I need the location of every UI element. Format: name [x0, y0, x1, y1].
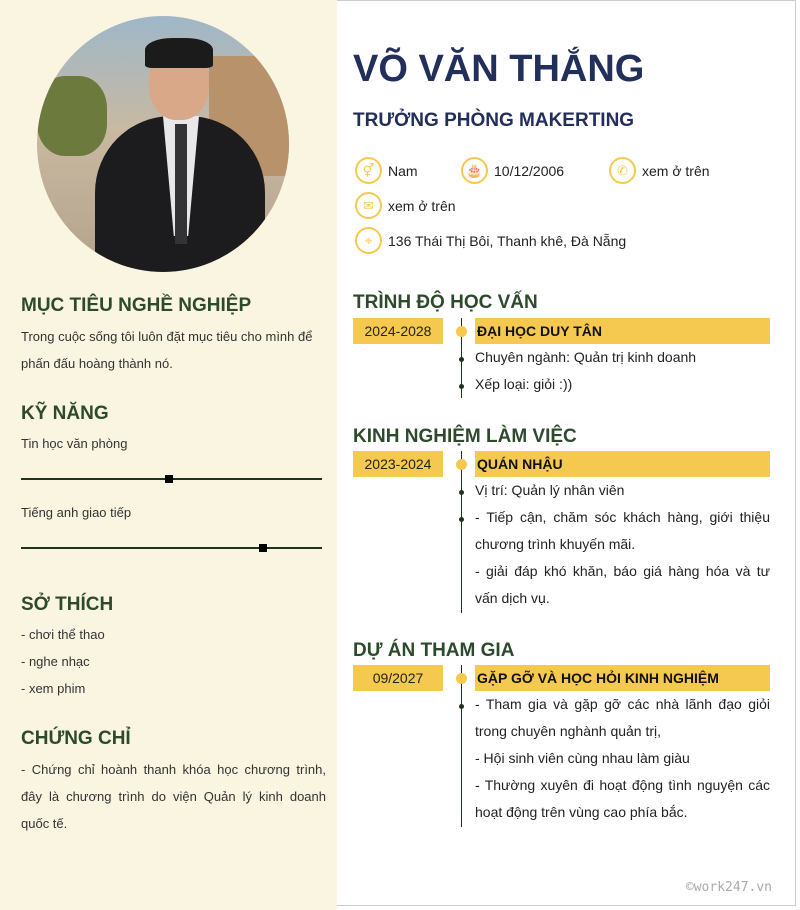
project-line: - Thường xuyên đi hoạt động tình nguyện các hoạt động trên vùng cao phía bắc. — [475, 777, 770, 820]
cake-icon: 🎂 — [461, 157, 488, 184]
email-info — [355, 192, 456, 219]
bullet-dot — [459, 357, 464, 362]
education-line: Chuyên ngành: Quản trị kinh doanh — [475, 349, 697, 365]
project-line: - Tham gia và gặp gỡ các nhà lãnh đạo giỏi trong chuyên nghành quản trị, — [475, 696, 770, 739]
timeline-dot — [456, 326, 467, 337]
skill-label: Tin học văn phòng — [21, 436, 128, 451]
envelope-icon: ✉ — [355, 192, 382, 219]
skills-heading: KỸ NĂNG — [21, 403, 109, 424]
objective-heading: MỤC TIÊU NGHỀ NGHIỆP — [21, 295, 252, 316]
experience-line: - Tiếp cận, chăm sóc khách hàng, giới thiệu chương trình khuyến mãi. — [475, 509, 770, 552]
address-info — [355, 227, 626, 254]
gender-info — [355, 157, 418, 184]
birthday-value: 10/12/2006 — [494, 162, 565, 179]
phone-info — [609, 157, 710, 184]
objective-text: Trong cuộc sống tôi luôn đặt mục tiêu cho mình để phấn đấu hoàng thành nó. — [21, 329, 313, 371]
skill-knob — [259, 544, 267, 552]
company-name: QUÁN NHẬU — [475, 451, 770, 477]
experience-line: Vị trí: Quản lý nhân viên — [475, 482, 625, 498]
email-value: xem ở trên — [388, 197, 456, 214]
hobbies-heading: SỞ THÍCH — [21, 594, 114, 615]
bullet-dot — [459, 490, 464, 495]
phone-icon: ✆ — [609, 157, 636, 184]
phone-value: xem ở trên — [642, 162, 710, 179]
education-heading: TRÌNH ĐỘ HỌC VẤN — [353, 292, 538, 313]
profile-photo — [37, 16, 289, 272]
timeline-line — [461, 665, 462, 827]
certs-heading: CHỨNG CHỈ — [21, 728, 131, 749]
gender-icon: ⚥ — [355, 157, 382, 184]
gender-value: Nam — [388, 162, 418, 179]
timeline-dot — [456, 459, 467, 470]
hobby-item: - xem phim — [21, 681, 86, 696]
hobby-item: - chơi thể thao — [21, 627, 105, 642]
skill-slider — [21, 478, 322, 480]
watermark: ©work247.vn — [685, 880, 772, 895]
full-name: VÕ VĂN THẮNG — [353, 48, 645, 90]
address-value: 136 Thái Thị Bôi, Thanh khê, Đà Nẵng — [388, 232, 627, 249]
project-line: - Hội sinh viên cùng nhau làm giàu — [475, 750, 690, 766]
skill-label: Tiếng anh giao tiếp — [21, 505, 132, 520]
skill-knob — [165, 475, 173, 483]
bullet-dot — [459, 517, 464, 522]
experience-line: - giải đáp khó khăn, báo giá hàng hóa và tư vấn dịch vụ. — [475, 563, 770, 606]
timeline-line — [461, 451, 462, 613]
school-name: ĐẠI HỌC DUY TÂN — [475, 318, 770, 344]
project-name: GẶP GỠ VÀ HỌC HỎI KINH NGHIỆM — [475, 665, 770, 691]
map-pin-icon: ⌖ — [355, 227, 382, 254]
bullet-dot — [459, 384, 464, 389]
education-line: Xếp loại: giỏi :)) — [475, 376, 573, 392]
job-title: TRƯỞNG PHÒNG MAKERTING — [353, 110, 635, 131]
education-date: 2024-2028 — [353, 318, 443, 344]
experience-date: 2023-2024 — [353, 451, 443, 477]
birthday-info — [461, 157, 564, 184]
projects-heading: DỰ ÁN THAM GIA — [353, 640, 515, 661]
skill-slider — [21, 547, 322, 549]
hobby-item: - nghe nhạc — [21, 654, 90, 669]
certs-text: - Chứng chỉ hoành thanh khóa học chương trình, đây là chương trình do viện Quản lý kinh doanh quốc tế. — [21, 762, 326, 831]
project-date: 09/2027 — [353, 665, 443, 691]
experience-heading: KINH NGHIỆM LÀM VIỆC — [353, 426, 577, 447]
timeline-dot — [456, 673, 467, 684]
bullet-dot — [459, 704, 464, 709]
